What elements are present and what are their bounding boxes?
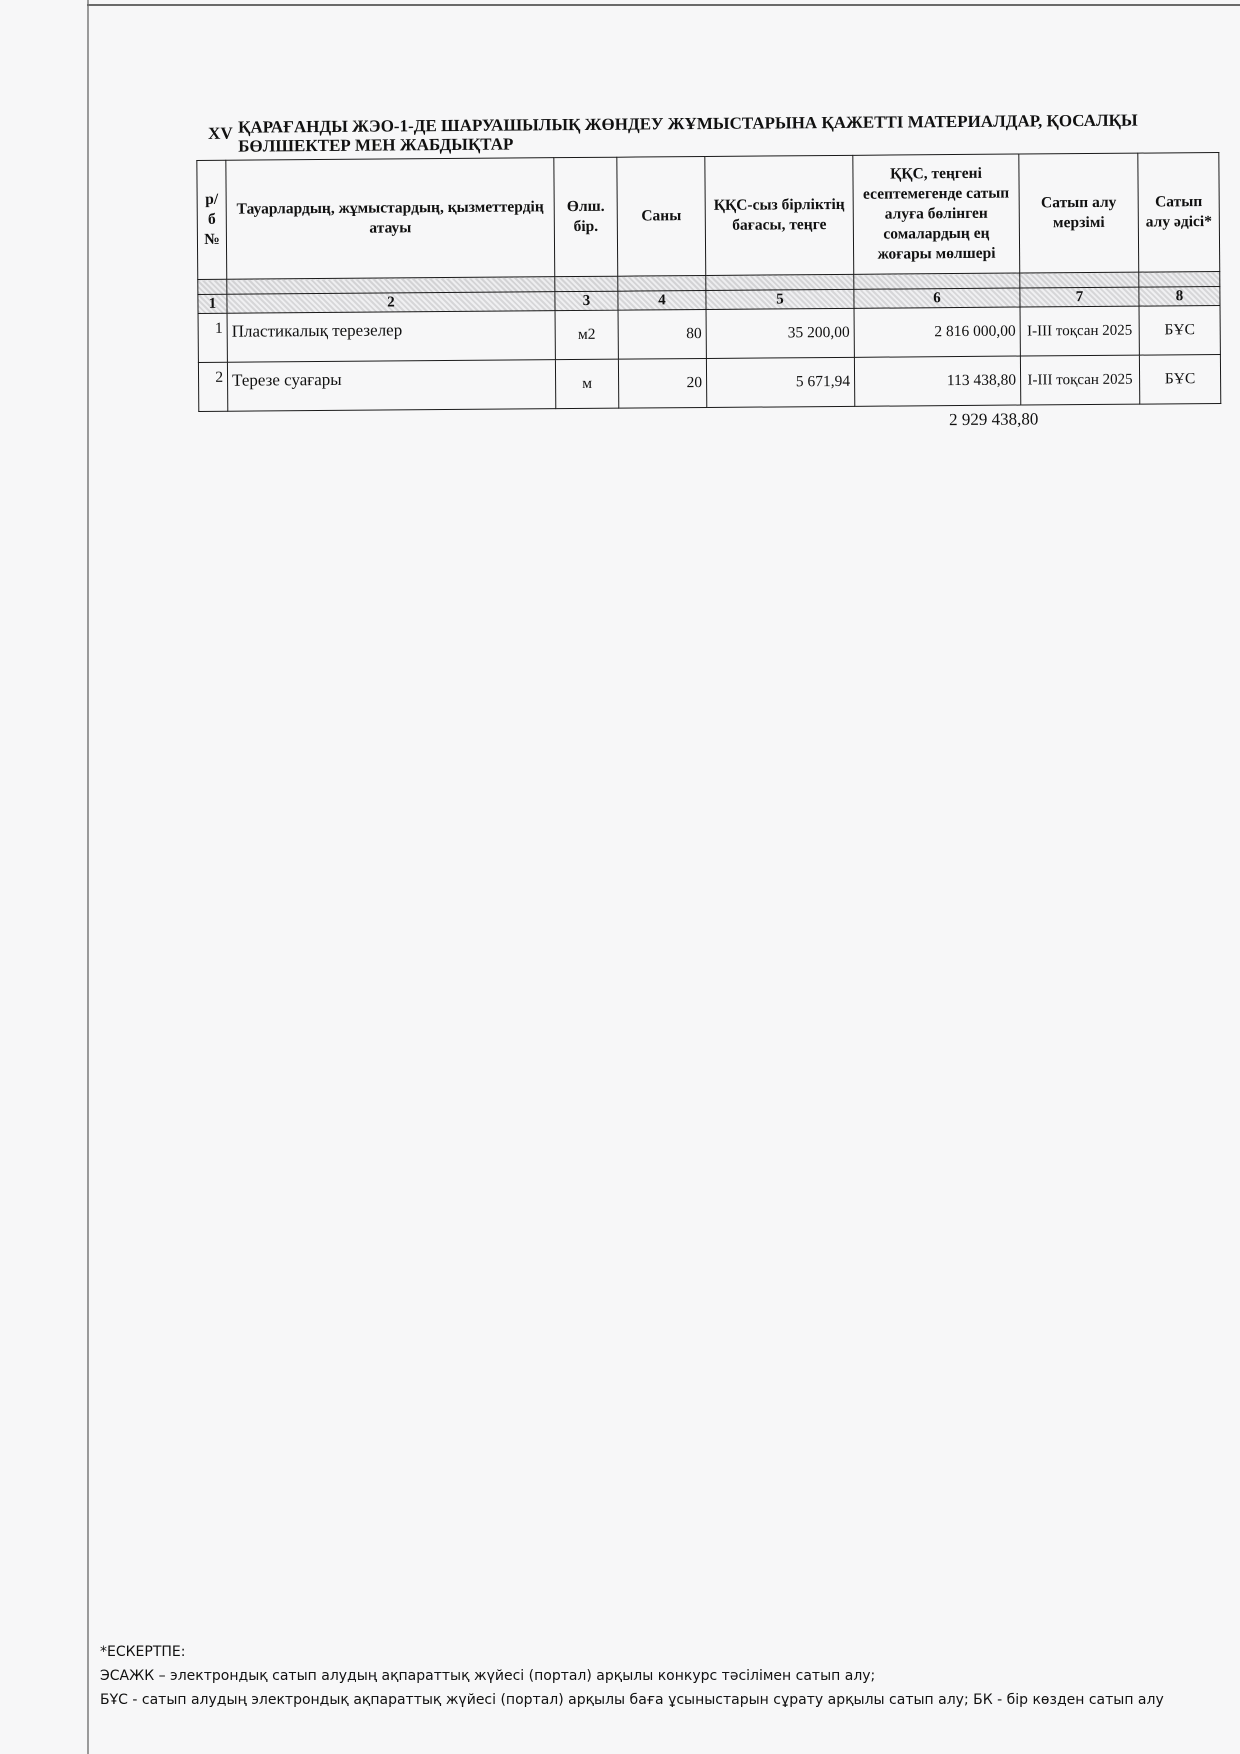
table-row [198,305,1220,362]
footnote-title: *ЕСКЕРТПЕ: [100,1644,186,1660]
section-number: XV [208,123,233,143]
unit-of-measure: м [555,359,618,408]
section-heading [196,110,1218,158]
page-top-edge [87,4,1240,6]
column-number: 3 [555,291,618,310]
table-header-row [197,152,1220,279]
unit-price: 5 671,94 [706,357,854,407]
section-title: ҚАРАҒАНДЫ ЖЭО-1-ДЕ ШАРУАШЫЛЫҚ ЖӨНДЕУ ЖҰМЫСТАРЫНА ҚАЖЕТТІ МАТЕРИАЛДАР, ҚОСАЛҚЫ БӨЛШЕКТЕР МЕН ЖАБДЫҚТАР [237,110,1138,156]
item-name: Терезе суағары [227,360,555,412]
header-cell: р/б № [197,160,227,279]
document-body [196,110,1220,440]
procurement-table [196,152,1221,412]
grand-total: 2 929 438,80 [949,409,1039,430]
header-cell: ҚҚС, теңгені есептемегенде сатып алуға бөлінген сомалардың ең жоғары мөлшері [853,154,1020,274]
row-number: 2 [198,362,227,411]
column-number: 8 [1139,286,1220,306]
row-number: 1 [198,313,227,362]
column-number: 4 [618,291,706,311]
item-name: Пластикалық терезелер [227,311,555,363]
header-cell: Тауарлардың, жұмыстардың, қызметтердің атауы [226,158,555,280]
procurement-period: I-III тоқсан 2025 [1020,355,1139,405]
column-number: 5 [706,289,854,309]
quantity: 20 [618,358,706,408]
unit-of-measure: м2 [555,310,618,359]
footnote-line: БҰС - сатып алудың электрондық ақпараттық жүйесі (портал) арқылы баға ұсыныстарын сұрату арқылы сатып алу; БК - бір көзден сатып алу [100,1692,1164,1708]
procurement-period: I-III тоқсан 2025 [1020,306,1139,356]
table-row [198,354,1220,411]
column-number: 1 [198,294,227,313]
footnote [100,1640,1220,1712]
page-left-edge [87,0,89,1754]
total-amount: 2 816 000,00 [854,307,1020,357]
header-cell: Сатып алу әдісі* [1138,152,1220,272]
unit-price: 35 200,00 [706,308,854,358]
header-cell: ҚҚС-сыз бірліктің бағасы, теңге [705,155,854,275]
header-cell: Өлш. бір. [554,157,618,276]
header-cell: Сатып алу мерзімі [1019,153,1139,273]
footnote-line: ЭСАЖК – электрондық сатып алудың ақпараттық жүйесі (портал) арқылы конкурс тәсілімен сатып алу; [100,1668,876,1684]
quantity: 80 [618,310,706,360]
column-number: 2 [227,292,555,314]
column-number: 7 [1020,287,1139,307]
procurement-method: БҰС [1139,354,1220,404]
total-amount: 113 438,80 [854,356,1020,406]
column-number: 6 [854,288,1020,308]
procurement-method: БҰС [1139,305,1220,355]
header-cell: Саны [617,157,706,277]
